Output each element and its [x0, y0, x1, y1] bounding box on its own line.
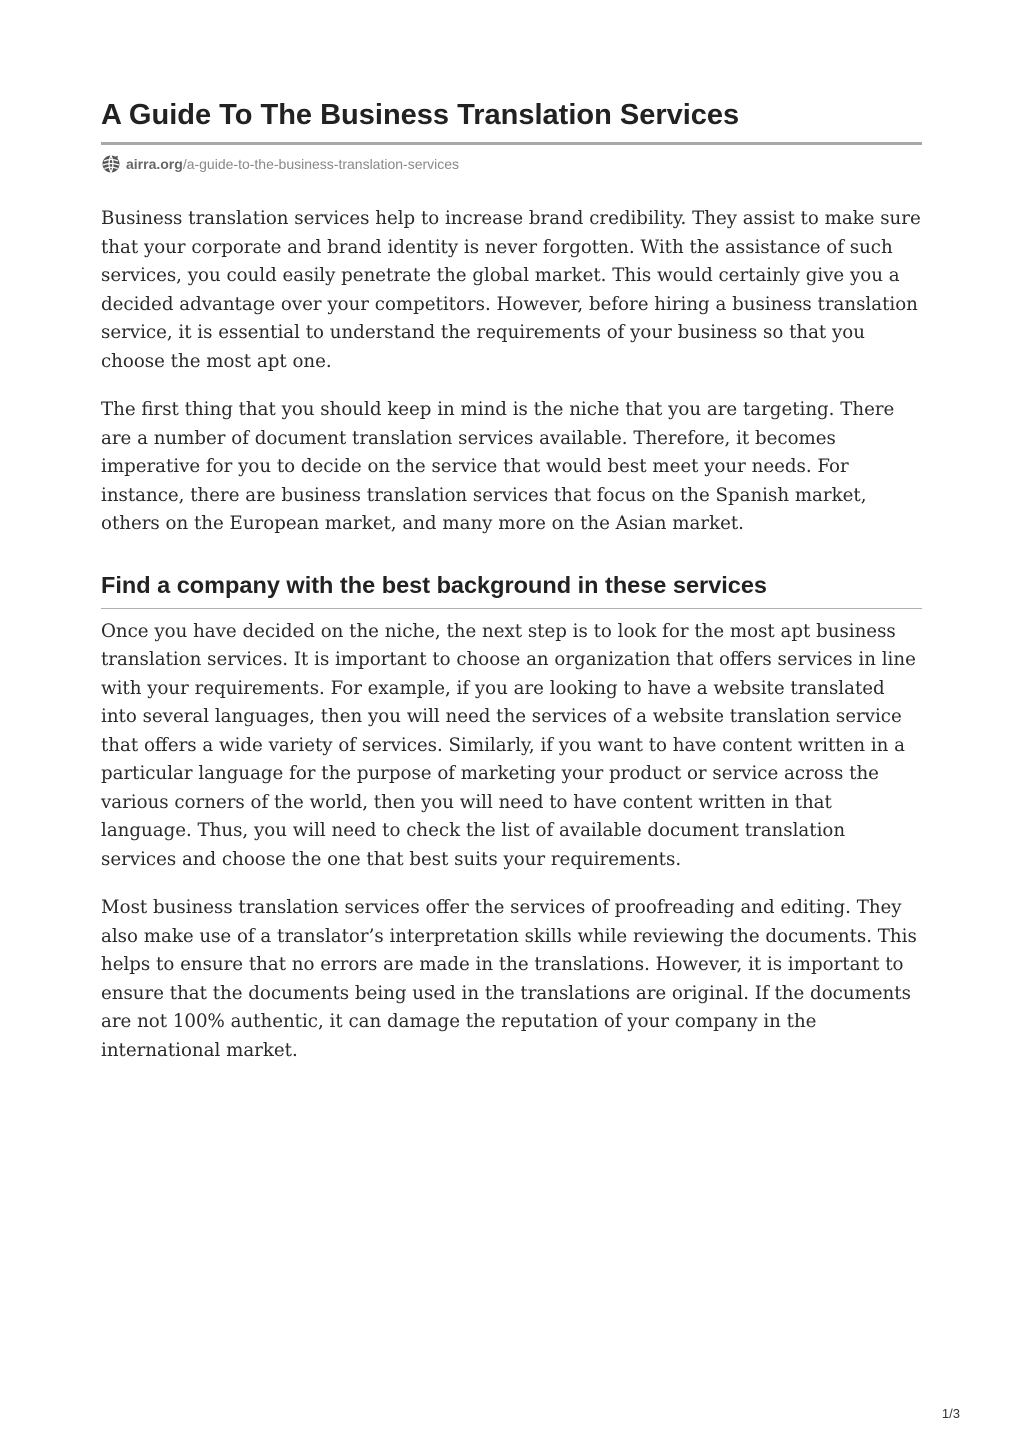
- intro-paragraph-1: Business translation services help to increase brand credibility. They assist to make sure that your corporate and brand identity is never forgotten. With the assistance of such services, you could easily penetrate the global market. This would certainly give you a decided advantage over your competitors. However, before hiring a business translation service, it is essential to understand the requirements of your business so that you choose the most apt one.: [101, 208, 921, 372]
- section-paragraph-1: Once you have decided on the niche, the next step is to look for the most apt business translation services. It is important to choose an organization that offers services in line with your requirements. For example, if you are looking to have a website translated into several languages, then you will need the services of a website translation service that offers a wide variety of services. Similarly, if you want to have content written in a particular language for the purpose of marketing your product or service across the various corners of the world, then you will need to have content written in that language. Thus, you will need to check the list of available document translation services and choose the one that best suits your requirements.: [101, 620, 916, 870]
- section-paragraph-2: Most business translation services offer the services of proofreading and editing. They also make use of a translator’s interpretation skills while reviewing the documents. This helps to ensure that no errors are made in the translations. However, it is important to ensure that the documents being used in the translations are original. If the documents are not 100% authentic, it can damage the reputation of your company in the international market.: [101, 897, 917, 1061]
- section-heading: Find a company with the best background in these services: [101, 570, 922, 609]
- page-title: A Guide To The Business Translation Services: [101, 96, 922, 145]
- intro-paragraph-2: The first thing that you should keep in mind is the niche that you are targeting. There are a number of document translation services available. Therefore, it becomes imperative for you to decide on the service that would best meet your needs. For instance, there are business translation services that focus on the Spanish market, others on the European market, and many more on the Asian market.: [101, 399, 895, 534]
- source-domain-link[interactable]: airra.org: [126, 156, 183, 172]
- source-path-link[interactable]: /a-guide-to-the-business-translation-services: [182, 156, 460, 172]
- document-page: [101, 96, 922, 1065]
- globe-favicon-icon: [101, 154, 121, 174]
- page-number: 1/3: [941, 1406, 960, 1421]
- source-line: [101, 153, 922, 175]
